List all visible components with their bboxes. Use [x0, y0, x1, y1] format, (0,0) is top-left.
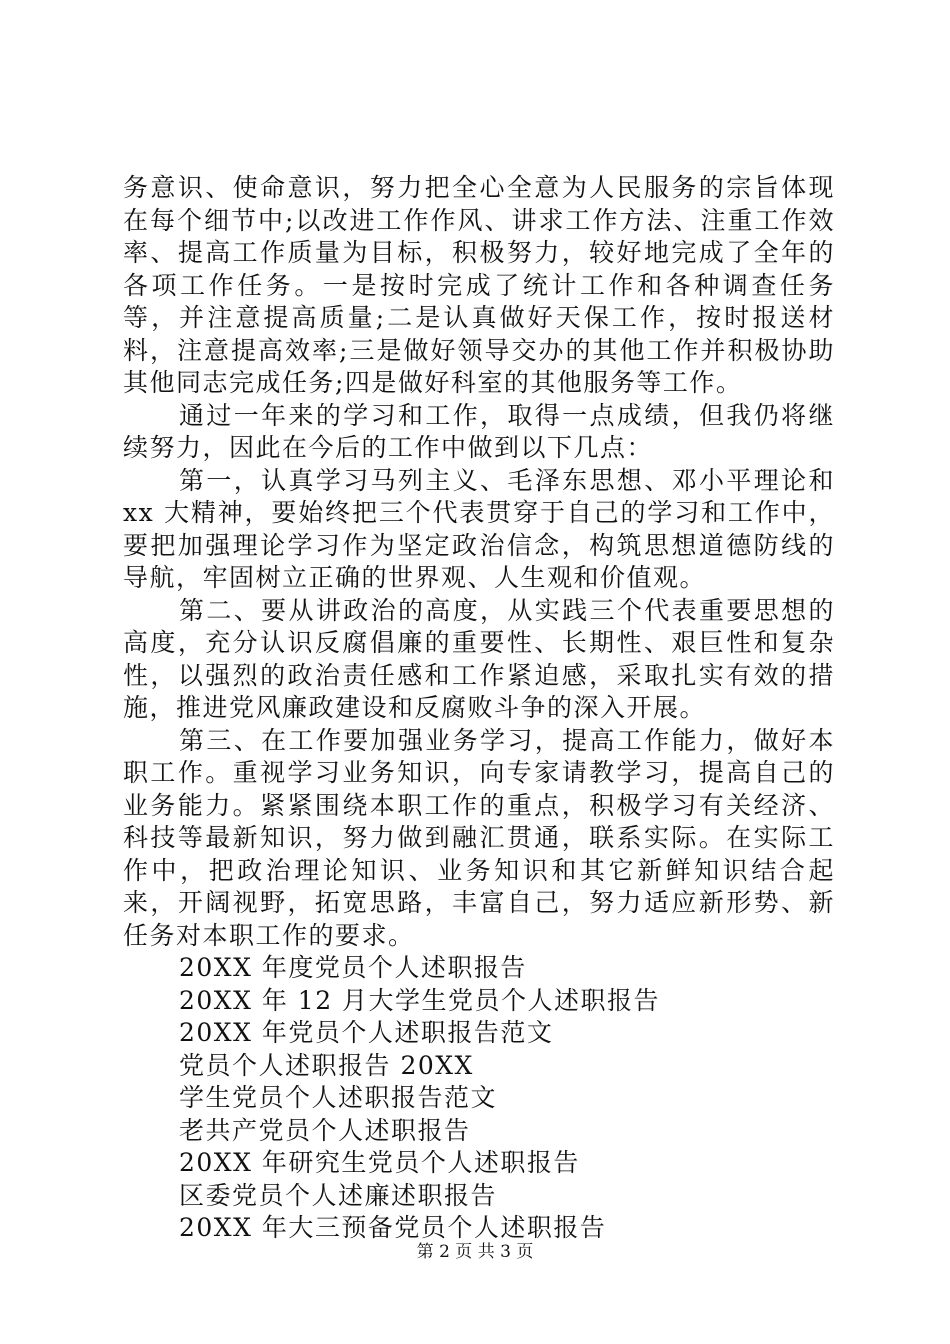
related-link[interactable]: 区委党员个人述廉述职报告 — [179, 1180, 498, 1210]
related-link[interactable]: 学生党员个人述职报告范文 — [179, 1083, 498, 1112]
related-link[interactable]: 20XX 年党员个人述职报告范文 — [179, 1018, 554, 1047]
related-links-list — [123, 952, 835, 1245]
related-link[interactable]: 20XX 年 12 月大学生党员个人述职报告 — [179, 985, 661, 1015]
document-body — [123, 172, 835, 1245]
related-link[interactable]: 党员个人述职报告 20XX — [179, 1050, 474, 1080]
paragraph-third-point: 第三、在工作要加强业务学习，提高工作能力，做好本职工作。重视学习业务知识，向专家请教学习，提高自己的业务能力。紧紧围绕本职工作的重点，积极学习有关经济、科技等最新知识，努力做到融汇贯通，联系实际。在实际工作中，把政治理论知识、业务知识和其它新鲜知识结合起来，开阔视野，拓宽思路，丰富自己，努力适应新形势、新任务对本职工作的要求。 — [123, 725, 835, 950]
related-link[interactable]: 20XX 年度党员个人述职报告 — [179, 953, 527, 982]
page-number-footer: 第 2 页 共 3 页 — [416, 1242, 534, 1262]
paragraph-continued: 务意识、使命意识，努力把全心全意为人民服务的宗旨体现在每个细节中;以改进工作作风、讲求工作方法、注重工作效率、提高工作质量为目标，积极努力，较好地完成了全年的各项工作任务。一是按时完成了统计工作和各种调查任务等，并注意提高质量;二是认真做好天保工作，按时报送材料，注意提高效率;三是做好领导交办的其他工作并积极协助其他同志完成任务;四是做好科室的其他服务等工作。 — [123, 173, 835, 397]
paragraph-second-point: 第二、要从讲政治的高度，从实践三个代表重要思想的高度，充分认识反腐倡廉的重要性、长期性、艰巨性和复杂性，以强烈的政治责任感和工作紧迫感，采取扎实有效的措施，推进党风廉政建设和反腐败斗争的深入开展。 — [123, 595, 835, 722]
paragraph-summary: 通过一年来的学习和工作，取得一点成绩，但我仍将继续努力，因此在今后的工作中做到以下几点： — [123, 400, 835, 462]
related-link[interactable]: 20XX 年大三预备党员个人述职报告 — [179, 1213, 607, 1242]
related-link[interactable]: 20XX 年研究生党员个人述职报告 — [179, 1148, 580, 1177]
related-link[interactable]: 老共产党员个人述职报告 — [179, 1115, 471, 1145]
paragraph-first-point: 第一，认真学习马列主义、毛泽东思想、邓小平理论和 xx 大精神，要始终把三个代表贯穿于自己的学习和工作中，要把加强理论学习作为坚定政治信念，构筑思想道德防线的导航，牢固树立正确的世界观、人生观和价值观。 — [123, 465, 835, 592]
